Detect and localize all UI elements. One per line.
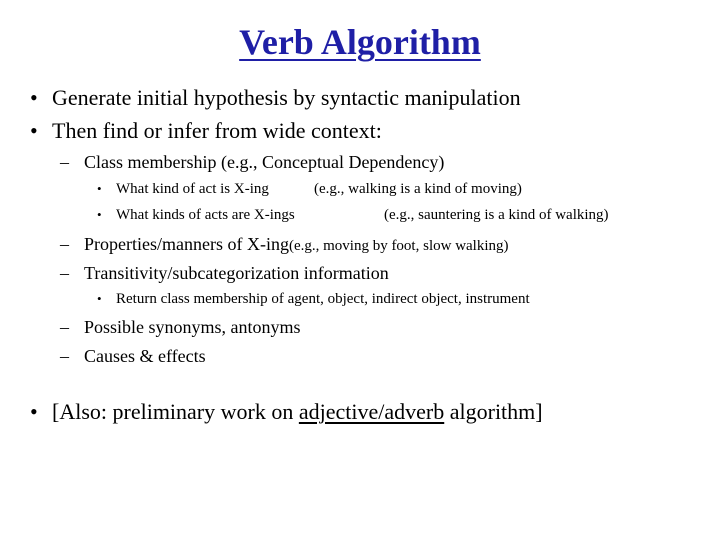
bullet-marker: • [30, 85, 38, 110]
dash-marker: – [60, 152, 69, 172]
bullet-marker: • [97, 291, 102, 306]
underlined-term: adjective/adverb [298, 399, 445, 424]
sub-bullet-main: Properties/manners of X-ing [84, 234, 289, 254]
dash-marker: – [60, 263, 69, 283]
bullet-text-part: algorithm] [449, 399, 543, 424]
sub-bullet-text: Transitivity/subcategorization information [84, 263, 389, 283]
example-text: (e.g., moving by foot, slow walking) [288, 238, 509, 254]
dash-marker: – [60, 234, 69, 254]
sub-bullet-text: Possible synonyms, antonyms [84, 317, 301, 337]
dash-marker: – [60, 317, 69, 337]
dash-marker: – [60, 346, 69, 366]
sub-sub-bullet-text: Return class membership of agent, object, indirect object, instrument [116, 291, 530, 307]
bullet-text-part: [Also: preliminary work on [52, 399, 294, 424]
example-text: (e.g., sauntering is a kind of walking) [384, 207, 609, 223]
example-text: (e.g., walking is a kind of moving) [314, 181, 522, 197]
bullet-marker: • [97, 207, 102, 222]
bullet-marker: • [97, 181, 102, 196]
bullet-marker: • [30, 118, 38, 143]
bullet-text: Generate initial hypothesis by syntactic manipulation [52, 85, 521, 110]
slide-title: Verb Algorithm [239, 22, 481, 62]
sub-bullet-text [84, 232, 509, 258]
bullet-marker: • [30, 399, 38, 424]
sub-sub-bullet-text: What kind of act is X-ing [116, 181, 269, 197]
sub-sub-bullet-text: What kinds of acts are X-ings [116, 207, 295, 223]
sub-bullet-text: Class membership (e.g., Conceptual Dependency) [84, 152, 445, 172]
sub-bullet-text: Causes & effects [84, 346, 206, 366]
bullet-text: Then find or infer from wide context: [52, 118, 382, 143]
bullet-text [52, 398, 543, 426]
